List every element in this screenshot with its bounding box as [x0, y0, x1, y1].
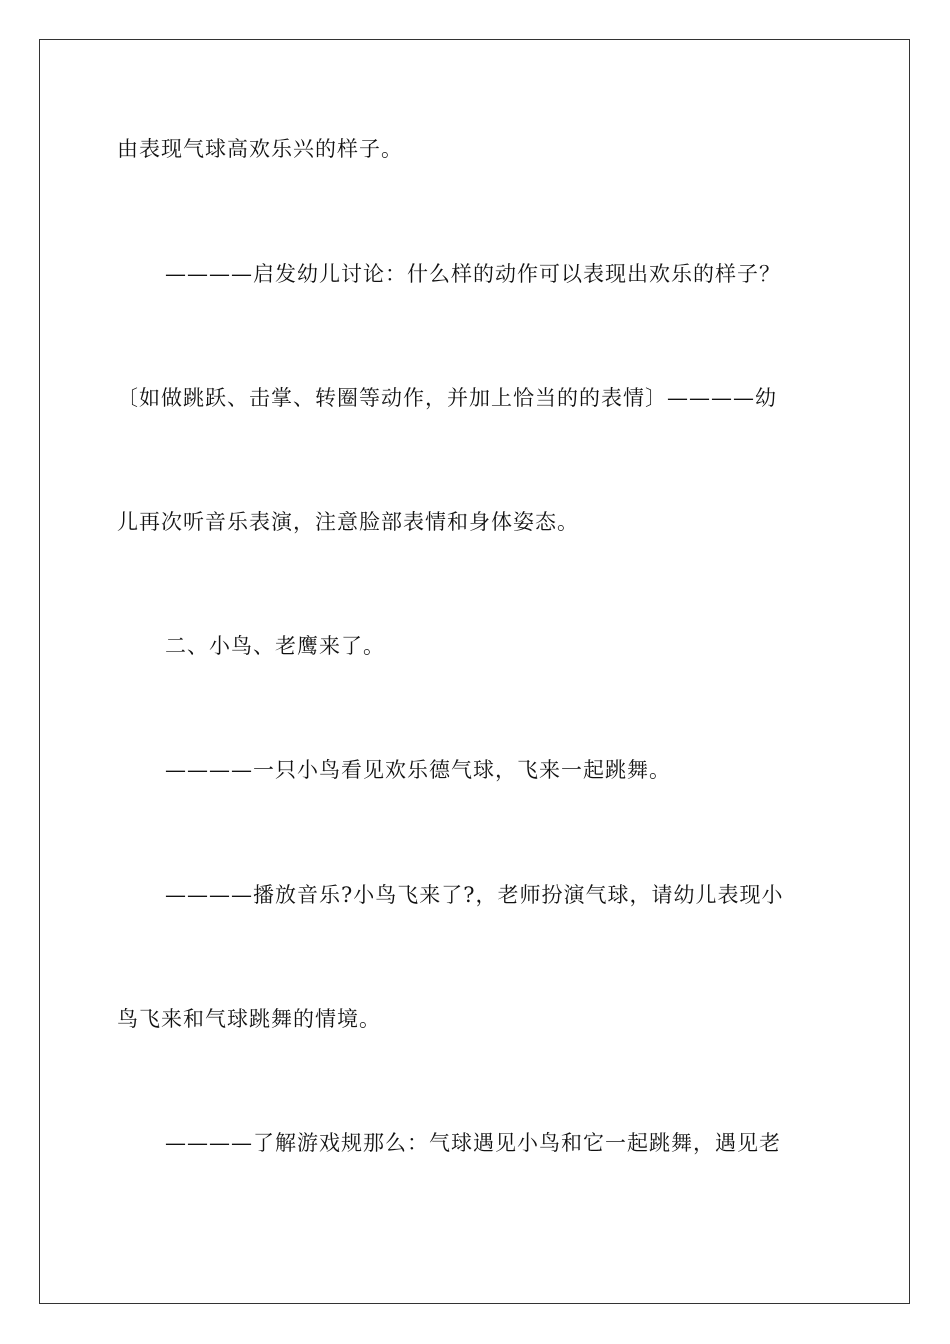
text-line-7: ————播放音乐?小鸟飞来了?，老师扮演气球，请幼儿表现小: [165, 883, 784, 907]
text-line-6: ————一只小鸟看见欢乐德气球，飞来一起跳舞。: [165, 758, 671, 782]
text-line-9: ————了解游戏规那么：气球遇见小鸟和它一起跳舞，遇见老: [165, 1131, 781, 1155]
page-border: [39, 39, 910, 1304]
text-line-1: 由表现气球高欢乐兴的样子。: [117, 137, 403, 161]
text-line-2: ————启发幼儿讨论：什么样的动作可以表现出欢乐的样子？: [165, 262, 781, 286]
text-line-8: 鸟飞来和气球跳舞的情境。: [117, 1007, 381, 1031]
section-heading: 二、小鸟、老鹰来了。: [165, 634, 385, 658]
text-line-4: 儿再次听音乐表演，注意脸部表情和身体姿态。: [117, 510, 579, 534]
text-line-3: 〔如做跳跃、击掌、转圈等动作，并加上恰当的的表情〕————幼: [117, 386, 777, 410]
